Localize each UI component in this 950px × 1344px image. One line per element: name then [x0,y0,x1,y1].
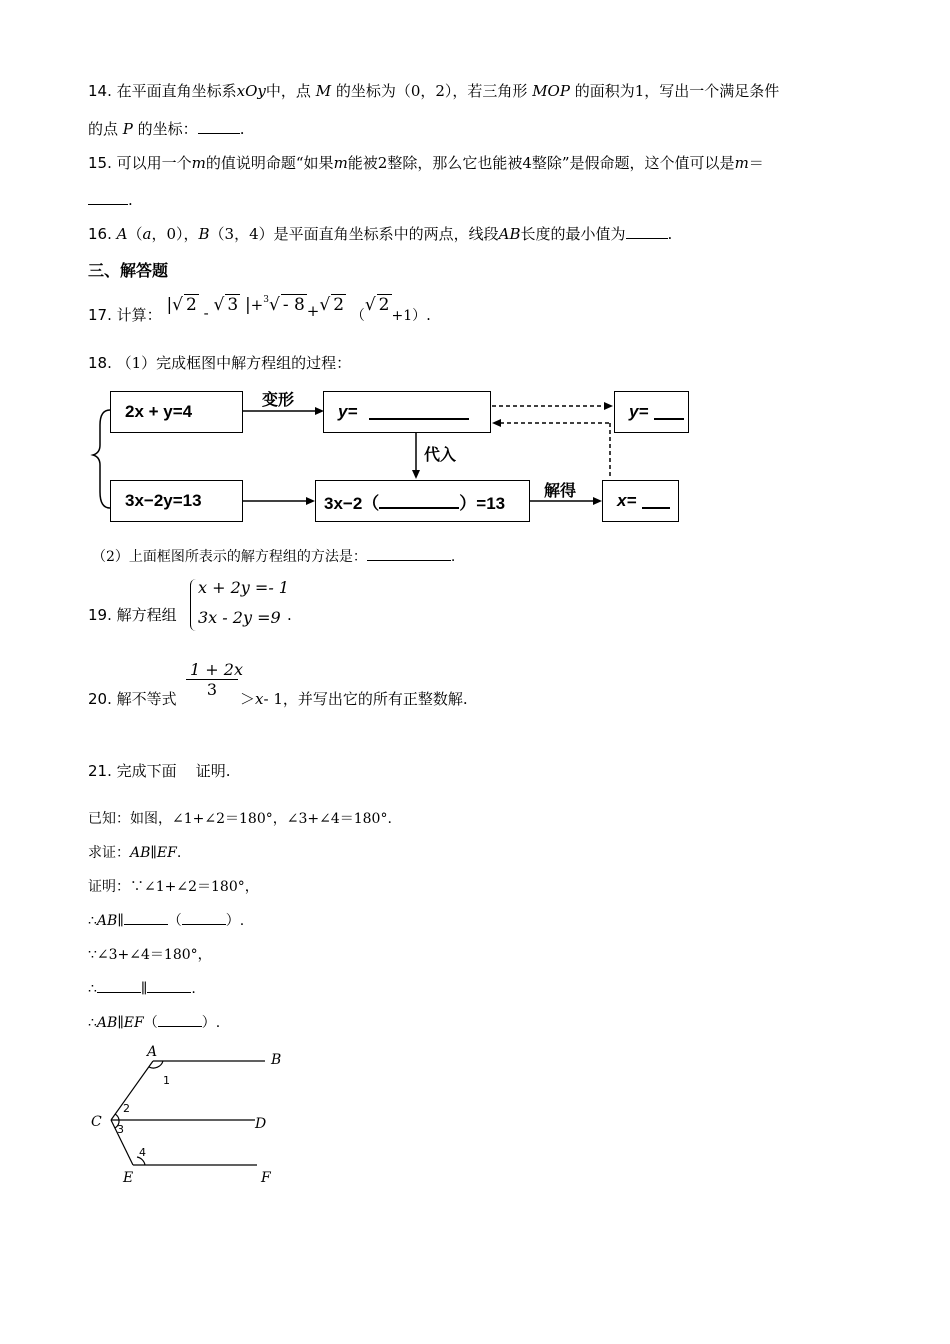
q19-end: . [287,606,292,624]
box-y-expression [323,391,491,433]
q17-paren: （ [350,308,365,324]
q21-step4 [88,1012,220,1032]
box-x-value [602,480,679,522]
q15-line2 [88,190,133,209]
sqrt-icon: √ [364,295,376,315]
q17-radicand: 2 [378,295,390,315]
q14-line2 [88,118,244,139]
q18-part1: （1）完成框图中解方程组的过程： [116,354,352,372]
q20-gt: ＞ [240,690,256,708]
q17-plus: + [306,302,320,320]
q14-point-m: M [315,82,332,100]
therefore-icon: ∴ [88,981,97,997]
q17-cbrt-arg: - 8 [282,295,305,315]
q21-step1 [88,910,244,930]
q16-var-a: a [142,225,152,243]
q14-line1 [88,80,779,101]
q21-step3-blank-right[interactable] [147,978,191,993]
q15-line1 [88,152,764,173]
q17-paren: +1） [391,308,427,324]
q21-step2: ∵∠3+∠4＝180°， [88,947,212,963]
q21-step4-blank[interactable] [158,1012,202,1027]
therefore-icon: ∴ [88,913,97,929]
label-f: F [261,1170,271,1186]
q16-point-a: A [116,225,128,243]
box-substituted-text: ）=13 [459,493,506,513]
box-y-value-blank[interactable] [654,404,684,420]
label-d: D [255,1116,267,1132]
cbrt-icon: √ [268,295,280,315]
q16-text: （3，4）是平面直角坐标系中的两点，线段 [209,225,499,243]
q14-text: . [239,120,245,138]
q19-lead: 解方程组 [116,606,177,624]
q20-line [88,688,177,709]
box-x-blank[interactable] [642,493,670,509]
q15-text: ＝ [748,154,764,172]
box-equation-2-text: 3x−2y=13 [125,491,202,510]
q15-number: 15. [88,154,112,172]
q18-text: . [450,549,456,565]
arrow-head-icon [593,497,602,505]
sqrt-icon: √ [172,295,184,315]
angle-2-label: 2 [123,1102,130,1115]
arrow-head-icon [306,497,315,505]
q15-answer-blank[interactable] [88,190,128,205]
q17-number: 17. [88,306,112,324]
fraction-numerator: 1 + 2x [186,660,238,680]
therefore-icon: ∴ [88,1015,97,1031]
q21-prove-label: 求证： [88,845,130,861]
q15-text: . [128,191,133,209]
q15-text: 的值说明命题“如果 [205,154,334,172]
fraction [186,660,243,699]
q21-figure [85,1040,295,1190]
q17-minus: - [203,304,209,322]
q16-line [88,223,672,244]
q20-lead: 解不等式 [116,690,177,708]
q21-text: . [191,981,196,997]
box-y-value [614,391,689,433]
q17-abs-bar: | [166,295,173,315]
q17-radicand: 3 [227,295,239,315]
q20-number: 20. [88,690,112,708]
q21-lead: 证明. [195,762,231,780]
sqrt-icon: √ [319,295,331,315]
q21-prove-statement: AB∥EF [130,845,177,861]
q21-step3 [88,978,196,997]
q15-m: m [191,154,206,172]
q21-text: （ [167,913,182,929]
q17-cbrt-index: 3 [263,295,269,305]
q17-radicand: 2 [333,295,345,315]
q21-step3-blank-left[interactable] [97,978,141,993]
q16-text: ，0）， [151,225,199,243]
q14-text: 的坐标： [137,120,198,138]
q15-text: 可以用一个 [116,154,192,172]
system-brace-icon [190,579,197,631]
box-substituted [315,480,530,522]
q14-text: 的点 [88,120,119,138]
q15-m: m [333,154,348,172]
q21-step1-blank[interactable] [124,910,168,925]
q17-radicand: 2 [186,295,197,315]
q17-end: . [426,306,431,324]
q16-text: （ [127,225,143,243]
q21-text: ）. [225,913,245,929]
q14-answer-blank[interactable] [198,119,240,134]
q16-number: 16. [88,225,112,243]
arrow-head-icon [412,470,420,479]
q20-rest [240,688,468,709]
segment-ac [111,1061,153,1120]
q14-text: 中，点 [265,82,311,100]
box-equation-1 [110,391,243,433]
q18-line [88,352,351,373]
q16-point-b: B [198,225,210,243]
angle-2-arc [115,1114,119,1120]
q21-text: ∥ [140,981,148,997]
box-y-text: y= [338,402,358,421]
q20-rest-text: - 1，并写出它的所有正整数解. [263,690,468,708]
q15-text: 能被2整除，那么它也能被4整除”是假命题，这个值可以是 [347,154,735,172]
label-a: A [147,1044,158,1060]
label-c: C [91,1114,102,1130]
q21-lead: 完成下面 [116,762,177,780]
q21-given: 已知：如图，∠1+∠2＝180°，∠3+∠4＝180°. [88,811,392,827]
q19-equation-1: x + 2y =- 1 [198,578,289,597]
q14-text: 的面积为1，写出一个满足条件 [574,82,780,100]
box-equation-2 [110,480,243,522]
q16-text: . [667,225,673,243]
box-y-value-text: y= [629,402,649,421]
q20-fraction [186,660,243,699]
q14-xoy: xOy [236,82,266,100]
label-solve: 解得 [544,481,577,500]
q14-number: 14. [88,82,112,100]
q19-equation-2: 3x - 2y =9 [198,608,281,627]
q19-line [88,604,177,625]
q16-segment-ab: AB [498,225,521,243]
left-brace-icon [93,410,110,508]
q21-prove [88,842,181,862]
q21-text: AB∥EF [96,1015,144,1031]
q21-text: . [176,845,182,861]
q16-text: 长度的最小值为 [520,225,626,243]
box-x-text: x= [617,491,637,510]
q18-part2-text: （2）上面框图所表示的解方程组的方法是： [92,549,367,565]
label-b: B [271,1052,282,1068]
box-substituted-blank[interactable] [379,493,459,509]
label-e: E [123,1170,134,1186]
q14-text: 的坐标为（0，2），若三角形 [335,82,528,100]
q17-lead: 计算： [116,306,162,324]
q15-m: m [734,154,749,172]
box-substituted-text: 3x−2（ [324,493,380,513]
arrow-head-icon [604,402,613,410]
q21-step1-reason-blank[interactable] [182,910,226,925]
q16-answer-blank[interactable] [626,224,668,239]
q17-plus: + [250,296,264,314]
q14-mop: MOP [532,82,570,100]
q18-number: 18. [88,354,112,372]
q18-part2 [92,546,455,566]
q19-number: 19. [88,606,112,624]
arrow-head-icon [492,419,501,427]
angle-3-label: 3 [117,1123,124,1136]
angle-4-label: 4 [139,1146,146,1159]
q21-line [88,760,231,781]
q14-point-p: P [122,120,133,138]
label-transform: 变形 [262,390,295,409]
box-equation-1-text: 2x + y=4 [125,402,193,421]
q20-x: x [255,690,264,708]
q21-text: AB∥ [96,913,124,929]
box-y-blank[interactable] [369,404,469,420]
label-substitute: 代入 [424,445,457,464]
q14-text: 在平面直角坐标系 [116,82,237,100]
q17-abs-bar: | [244,295,251,315]
q21-number: 21. [88,762,112,780]
q21-text: ）. [201,1015,221,1031]
angle-1-label: 1 [163,1074,170,1087]
q18-method-blank[interactable] [367,546,451,561]
q21-proof-start: 证明：∵∠1+∠2＝180°， [88,879,259,895]
q17-line [88,294,431,324]
q21-text: （ [143,1015,158,1031]
sqrt-icon: √ [213,295,225,315]
section-heading: 三、解答题 [88,261,169,280]
fraction-denominator: 3 [206,680,218,699]
